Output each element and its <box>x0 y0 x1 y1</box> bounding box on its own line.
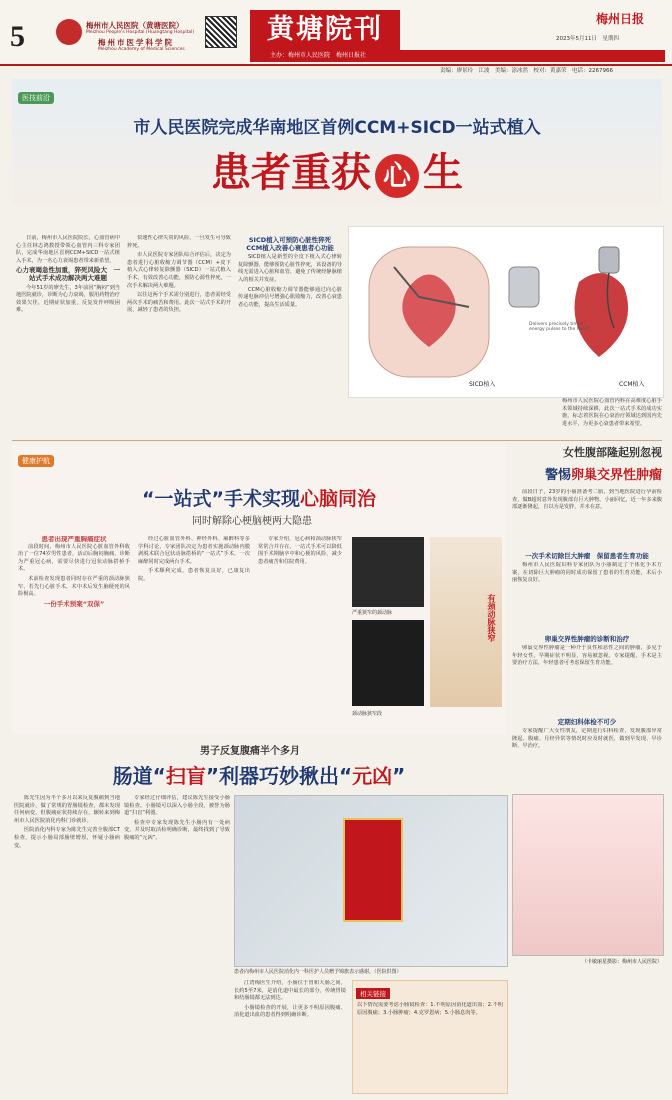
article4-body1 <box>512 562 662 632</box>
academy-name: 梅州市医学科学院 <box>98 38 174 47</box>
title-part: ” <box>392 764 406 788</box>
headline-part2: 生 <box>423 149 463 196</box>
article2-image-2 <box>352 620 424 706</box>
page-number: 5 <box>10 20 25 53</box>
paragraph: 专家介绍，冠心病和颈动脉狭窄常常合并存在，一站式手术可以降低围手术期脑卒中和心梗的风险，减少患者痛苦和住院费用。 <box>258 536 342 565</box>
article2-tag2: 一份手术预案“双保” <box>43 599 105 608</box>
paragraph: 陈先生因为半个多月以来反复腹痛到当地医院就诊，做了常规的胃肠镜检查，都未发现任何病变，但腹痛症状持续存在，辗转来到梅州市人民医院消化内科门诊就诊。 <box>14 795 120 824</box>
hospital-name: 梅州市人民医院（黄塘医院） <box>86 21 184 30</box>
article4 <box>512 444 662 1094</box>
article3-col3 <box>234 980 346 1090</box>
article3-photo-caption: 患者向梅州市人民医院消化内一科医护人员赠予锦旗表示感谢。（医院供图） <box>234 969 402 975</box>
paragraph: SICD植入是新型的全皮下植入式心律转复除颤器，能够预防心脏性猝死，该设备的导线无需进入心脏和血管，避免了传统经静脉植入的相关并发症。 <box>238 254 342 283</box>
article4-kicker: 女性腹部隆起别忽视 <box>563 446 662 459</box>
banner-flag <box>343 818 403 922</box>
paragraph: 手术顺利完成，患者恢复良好，已康复出院。 <box>138 568 250 582</box>
section-tag-label: 医技前沿 <box>18 92 54 104</box>
img1-caption: 严重狭窄的颈动脉 <box>352 610 393 616</box>
article2-section-tag <box>18 448 54 467</box>
fig-label-ccm: CCM植入 <box>619 381 645 388</box>
article4-sub1: 一次手术切除巨大肿瘤 保留患者生育功能 <box>525 552 649 560</box>
article2-subtitle: 同时解除心梗脑梗两大隐患 <box>192 516 312 527</box>
paragraph: 梅州市人民医院妇科专家团队为小丽制定了个体化手术方案，在切除巨大肿瘤的同时成功保留了患者的生育功能，术后小丽恢复良好。 <box>512 562 662 584</box>
article2-image-1 <box>352 537 424 607</box>
article2-title <box>12 484 506 511</box>
article3-kicker: 男子反复腹痛半个多月 <box>200 746 300 757</box>
paragraph: 卵巢交界性肿瘤是一种介于良性和恶性之间的肿瘤，多见于年轻女性，早期症状不明显，容易被忽视。专家提醒，手术是主要治疗方法，年轻患者可考虑保留生育功能。 <box>512 645 662 667</box>
masthead-bar <box>0 0 672 66</box>
paragraph: 专家提醒广大女性朋友，定期进行妇科检查，发现腹部异常隆起、腹痛、月经异常等情况时应及时就医，做到早发现、早诊断、早治疗。 <box>512 728 662 750</box>
img2-side-label: 有颈动脉狭窄 <box>487 594 496 642</box>
sidebar-text: 以下情况需要考虑小肠镜检查：1.不明原因消化道出血；2.不明原因腹痛；3.小肠肿瘤；4.克罗恩病；5.小肠息肉等。 <box>357 1002 503 1016</box>
paragraph: 小肠镜检查的开展，让更多不明原因腹痛、消化道出血的患者得到明确诊断。 <box>234 1004 346 1019</box>
article4-title <box>512 464 662 483</box>
sponsors-text: 主办：梅州市人民医院 梅州日报社 <box>270 52 367 59</box>
paragraph: 检查中专家发现陈先生小肠内有一处病变，并及时取活检明确诊断，最终找到了导致腹痛的“元凶”。 <box>124 819 230 841</box>
article1-col3 <box>238 235 342 435</box>
article4-img-caption: （卡敏丽星摄影：梅州市人民医院） <box>581 959 662 965</box>
paragraph: 今年51岁的廖先生，3年前因“胸闷”到当地医院就诊，诊断为心力衰竭，服用药物治疗效果欠佳，近期症状加重，反复发作呼吸困难。 <box>16 284 120 314</box>
article1-banner <box>12 79 662 205</box>
title-part: “一站式”手术实现 <box>142 488 300 510</box>
article2-col3 <box>258 536 342 726</box>
img2-caption: 颈动脉狭窄段 <box>352 711 383 717</box>
hospital-logo <box>56 19 82 45</box>
qr-code <box>205 16 237 48</box>
article1-figure <box>348 226 664 398</box>
article4-illustration <box>512 794 664 956</box>
article4-body2 <box>512 645 662 715</box>
title-emphasis: 心脑同治 <box>299 488 376 510</box>
title-emphasis: 扫盲 <box>165 764 206 788</box>
newspaper-logo: 梅州日报 <box>596 12 645 26</box>
paragraph: 术前检查发现患者同时存在严重的颈动脉狭窄，若先行心脏手术，术中术后发生脑梗死的风险极高。 <box>18 575 130 598</box>
hospital-name-en: Meizhou People's Hospital (Huangtang Hospital) <box>86 30 195 35</box>
headline-part1: 患者重获 <box>211 149 371 196</box>
article3-title <box>12 760 506 789</box>
fig-label-sicd: SICD植入 <box>469 381 496 388</box>
heart-device-illustration <box>349 227 663 397</box>
paragraph: 快速性心律失常的风险，一旦发生可导致猝死。 <box>127 235 231 249</box>
paragraph: 以往这两个手术需分别进行，患者需经受两次手术的痛苦和费用。此次一站式手术的开展，减轻了患者的负担。 <box>127 292 231 314</box>
article1-section-tag <box>18 85 54 104</box>
paragraph: CCM心脏收缩力调节器能够通过向心脏传递电脉冲信号增强心肌收缩力，改善心衰患者心功能，提高生活质量。 <box>238 286 342 308</box>
article1-col4: 梅州市人民医院心血管内科在高难度心脏手术领域持续深耕，此次一站式手术的成功实施，标志着医院在心衰治疗领域达到国内先进水平，为更多心衰患者带来希望。 <box>562 398 662 427</box>
sponsors-bar <box>250 50 665 62</box>
fig-caption: Delivers precisely timed energy pulses to the heart <box>529 322 589 332</box>
sidebar-title: 相关链接 <box>356 988 390 999</box>
article3-col1 <box>14 795 120 1095</box>
paragraph: 前段时间，梅州市人民医院心脏血管外科收治了一位74岁男性患者，活动后胸闷胸痛，诊断为严重冠心病，需要尽快进行冠状动脉搭桥手术。 <box>18 543 130 573</box>
divider <box>12 440 662 441</box>
section-tag-label: 健康护航 <box>18 455 54 467</box>
issue-date: 2023年5月11日 星期四 <box>556 36 619 42</box>
paragraph: 医院消化内科专家为陈先生完善全腹部CT检查，提示小肠局部肠壁增厚，怀疑小肠病变。 <box>14 827 120 849</box>
paragraph: 前段日子，23岁的小丽准备考二胎，到当地医院进行孕前检查，做B超时意外发现腹部有巨大肿物。小丽回忆，近一年多来腹部逐渐隆起，自以为是发胖，并未在意。 <box>512 489 662 511</box>
paragraph: 日前，梅州市人民医院院长、心血管病中心主任林志鸿教授带领心血管内三科专家团队，完成华南地区首例CCM+SICD一站式植入手术，为一名心力衰竭患者带来新希望。 <box>16 235 120 264</box>
article1-title: 市人民医院完成华南地区首例CCM+SICD一站式植入 <box>133 118 541 138</box>
article3-sidebar <box>352 980 508 1094</box>
article4-body3 <box>512 728 662 788</box>
article1-subheading-1: 心力衰竭急性加重，猝死风险大 一站式手术成功解决两大难题 <box>16 266 120 282</box>
title-emphasis: 卵巢交界性肿瘤 <box>570 468 662 483</box>
article1-col1 <box>16 235 120 435</box>
article1-subheading-2: SICD植入可预防心脏性猝死 CCM植入改善心衰患者心功能 <box>246 236 338 252</box>
academy-name-en: Meizhou Academy of Medical Sciences <box>98 47 185 52</box>
paragraph: 专家经过仔细评估，建议陈先生接受小肠镜检查。小肠镜可以深入小肠全段，被誉为肠道“扫盲”利器。 <box>124 795 230 817</box>
title-part: 肠道“ <box>112 764 166 788</box>
article3-photo <box>234 795 508 967</box>
paragraph: 经过心脏血管外科、神经外科、麻醉科等多学科讨论，专家团队决定为患者实施颈动脉内膜剥脱术联合冠状动脉搭桥的“一站式”手术，一次麻醉同时完成两台手术。 <box>138 536 250 565</box>
title-part: ”利器巧妙揪出“ <box>205 764 353 788</box>
paragraph: 江湾梅医生介绍，小肠位于胃和大肠之间，长约5至7米，是消化道中最长的部分，传统胃镜和结肠镜都无法到达。 <box>234 980 346 1002</box>
article1-headline <box>12 141 662 198</box>
title-emphasis: 元凶 <box>352 764 393 788</box>
article2-col1 <box>18 536 130 726</box>
title-part: 警惕 <box>544 468 571 483</box>
paragraph: 市人民医院专家团队综合评估后，决定为患者进行心脏收缩力调节器（CCM）+皮下植入式心律转复除颤器（SICD）一站式植入手术，有效改善心功能，预防心源性猝死，一次手术解决两大难题。 <box>127 252 231 289</box>
masthead-title: 黄塘院刊 <box>267 14 383 45</box>
article1-col2 <box>127 235 231 435</box>
article3-col2 <box>124 795 230 1095</box>
article2-box <box>12 444 506 734</box>
article2-tag1: 患者出现严重胸痛症状 <box>41 536 107 543</box>
masthead-box <box>250 10 400 50</box>
heart-icon <box>375 154 419 198</box>
article4-sub2: 卵巢交界性肿瘤的诊断和治疗 <box>544 635 630 643</box>
article2-col2 <box>138 536 250 726</box>
editors-line: 责编：廖景玲 江波 美编：涂冰然 校对：黄嘉荣 电话：2267966 <box>440 68 613 74</box>
article4-sub3: 定期妇科体检不可少 <box>557 718 617 726</box>
article4-intro <box>512 489 662 549</box>
headline-heart-char: 心 <box>382 159 411 192</box>
